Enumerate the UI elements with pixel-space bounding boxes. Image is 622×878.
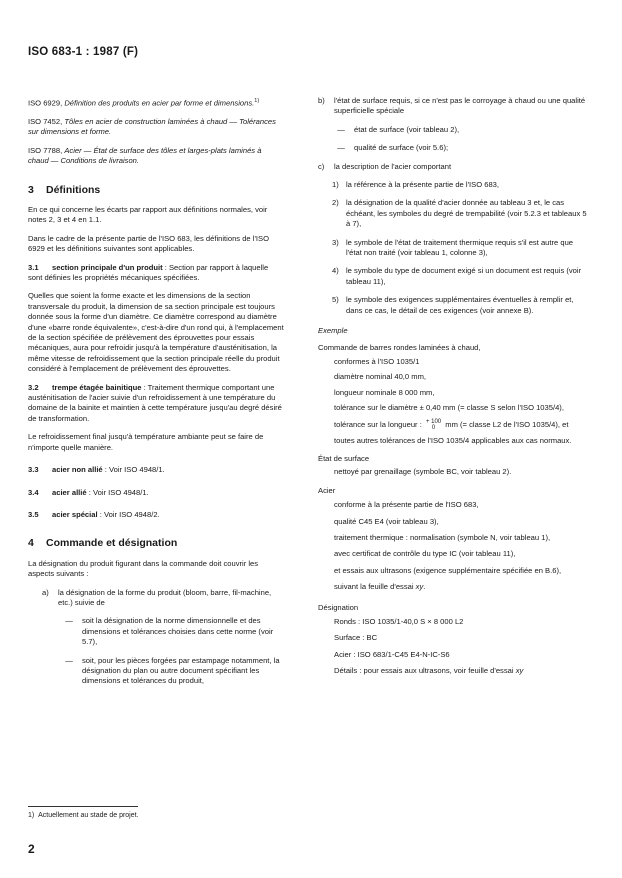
steel-line-test-sheet: suivant la feuille d'essai xy. — [334, 582, 426, 592]
reference-iso-7452: ISO 7452, Tôles en acier de construction laminées à chaud — Tolérances sur dimensions et forme. — [28, 116, 276, 137]
item-c-2: 2) la désignation de la qualité d'acier donnée au tableau 3 et, le cas échéant, les symboles du degré de trempabilité (voir 5.2.3 et tableaux 5 à 7), — [332, 198, 587, 229]
example-label: Exemple — [318, 326, 348, 336]
steel-line: qualité C45 E4 (voir tableau 3), — [334, 516, 439, 526]
definition-3-2-note: Le refroidissement final jusqu'à température ambiante peut se faire de n'importe quelle manière. — [28, 432, 264, 452]
item-c-1: 1) la référence à la présente partie de l'ISO 683, — [332, 180, 499, 190]
definition-3-1: 3.1 section principale d'un produit : Section par rapport à laquelle sont définies les propriétés mécaniques spécifiées. — [28, 262, 269, 282]
example-line: tolérance sur le diamètre ± 0,40 mm (= classe S selon l'ISO 1035/4), — [334, 403, 564, 413]
left-column — [28, 96, 284, 695]
item-b: b) l'état de surface requis, si ce n'est pas le corroyage à chaud ou une qualité superficielle spéciale — [318, 96, 586, 116]
item-b-dash-1: — état de surface (voir tableau 2), — [337, 124, 460, 134]
definition-3-2: 3.2 trempe étagée bainitique : Traitement thermique comportant une austénitisation de l'acier suivie d'un refroidissement à une température du domaine de la bainite et maintien à cette température jusqu'au degré désiré de transformation. — [28, 382, 282, 423]
item-c: c) la description de l'acier comportant — [318, 161, 452, 171]
section-3-heading: 3 Définitions — [28, 183, 101, 196]
surface-state-label: État de surface — [318, 453, 370, 463]
example-line: conformes à l'ISO 1035/1 — [334, 356, 420, 366]
definition-3-1-note: Quelles que soient la forme exacte et les dimensions de la section transversale du produit, la dimension de sa section principale est toujours donnée sous la forme d'un diamètre. Ce diamètre correspond au diamètre d'une «barre ronde équivalente», c'est-à-dire d'un rond qui, à l'emplacement de la section spécifiée de prélèvement des éprouvettes pour essais mécaniques, aura pour refroidir jusqu'à la température d'austénitisation, la même vitesse de refroidissement que la section principale réelle du produit considéré à l'emplacement de prélèvement des éprouvettes. — [28, 291, 284, 374]
steel-line: traitement thermique : normalisation (symbole N, voir tableau 1), — [334, 532, 551, 542]
reference-iso-6929: ISO 6929, Définition des produits en acier par forme et dimensions.$^{1)}$ — [28, 98, 260, 108]
designation-details: Détails : pour essais aux ultrasons, voir feuille d'essai xy — [334, 666, 524, 676]
item-c-4: 4) le symbole du type de document exigé si un document est requis (voir tableau 11), — [332, 266, 582, 286]
section-4-para: La désignation du produit figurant dans la commande doit couvrir les aspects suivants : — [28, 558, 259, 579]
steel-line: avec certificat de contrôle du type IC (voir tableau 11), — [334, 549, 516, 559]
surface-state-text: nettoyé par grenaillage (symbole BC, voir tableau 2). — [334, 467, 512, 477]
reference-iso-7788: ISO 7788, Acier — État de surface des tôles et larges-plats laminés à chaud — Conditions de livraison. — [28, 145, 262, 166]
page-number: 2 — [28, 842, 35, 856]
designation-line: Ronds : ISO 1035/1-40,0 S × 8 000 L2 — [334, 617, 464, 626]
steel-line: conforme à la présente partie de l'ISO 683, — [334, 500, 479, 510]
document-header: ISO 683-1 : 1987 (F) — [28, 46, 139, 58]
footnote-separator — [28, 806, 138, 807]
example-intro: Commande de barres rondes laminées à chaud, — [318, 342, 481, 352]
steel-label: Acier — [318, 485, 336, 495]
section-4-heading: 4 Commande et désignation — [28, 537, 178, 550]
item-c-5: 5) le symbole des exigences supplémentaires éventuelles à remplir et, dans ce cas, le détail de ces exigences (voir annexe B). — [332, 295, 574, 315]
example-line-length-tolerance: tolérance sur la longueur : + 100 0 mm (= classe L2 de l'ISO 1035/4), et — [334, 418, 569, 431]
definition-3-3: 3.3 acier non allié : Voir ISO 4948/1. — [28, 465, 165, 475]
designation-line: Surface : BC — [334, 633, 378, 643]
example-line: toutes autres tolérances de l'ISO 1035/4 applicables aux cas normaux. — [334, 435, 572, 445]
steel-line: et essais aux ultrasons (exigence supplémentaire spécifiée en B.6), — [334, 565, 562, 575]
item-a-dash-2: — soit, pour les pièces forgées par estampage notamment, la désignation du plan ou autre document spécifiant les dimensions et tolérances du produit, — [65, 655, 280, 686]
footnote: 1) Actuellement au stade de projet. — [28, 812, 139, 819]
tolerance-fraction: + 100 0 — [425, 418, 442, 431]
section-3-para-2: Dans le cadre de la présente partie de l'ISO 683, les définitions de l'ISO 6929 et les définitions suivantes sont applicables. — [28, 233, 269, 254]
designation-label: Désignation — [318, 602, 359, 612]
section-3-para-1: En ce qui concerne les écarts par rapport aux définitions normales, voir notes 2, 3 et 4 en 1.1. — [28, 204, 268, 225]
item-a: a) la désignation de la forme du produit (bloom, barre, fil-machine, etc.) suivie de — [42, 587, 272, 607]
item-a-dash-1: — soit la désignation de la norme dimensionnelle et des dimensions et tolérances choisies dans cette norme (voir 5.7), — [65, 616, 274, 647]
right-column — [318, 96, 590, 677]
definition-3-4: 3.4 acier allié : Voir ISO 4948/1. — [28, 487, 149, 497]
definition-3-5: 3.5 acier spécial : Voir ISO 4948/2. — [28, 509, 160, 519]
item-b-dash-2: — qualité de surface (voir 5.6); — [337, 143, 449, 153]
example-line: diamètre nominal 40,0 mm, — [334, 372, 427, 382]
designation-line: Acier : ISO 683/1-C45 E4-N-IC-S6 — [334, 649, 450, 659]
example-line: longueur nominale 8 000 mm, — [334, 387, 435, 397]
item-c-3: 3) le symbole de l'état de traitement thermique requis s'il est autre que l'état non traité (voir tableau 1, colonne 3), — [332, 237, 574, 258]
